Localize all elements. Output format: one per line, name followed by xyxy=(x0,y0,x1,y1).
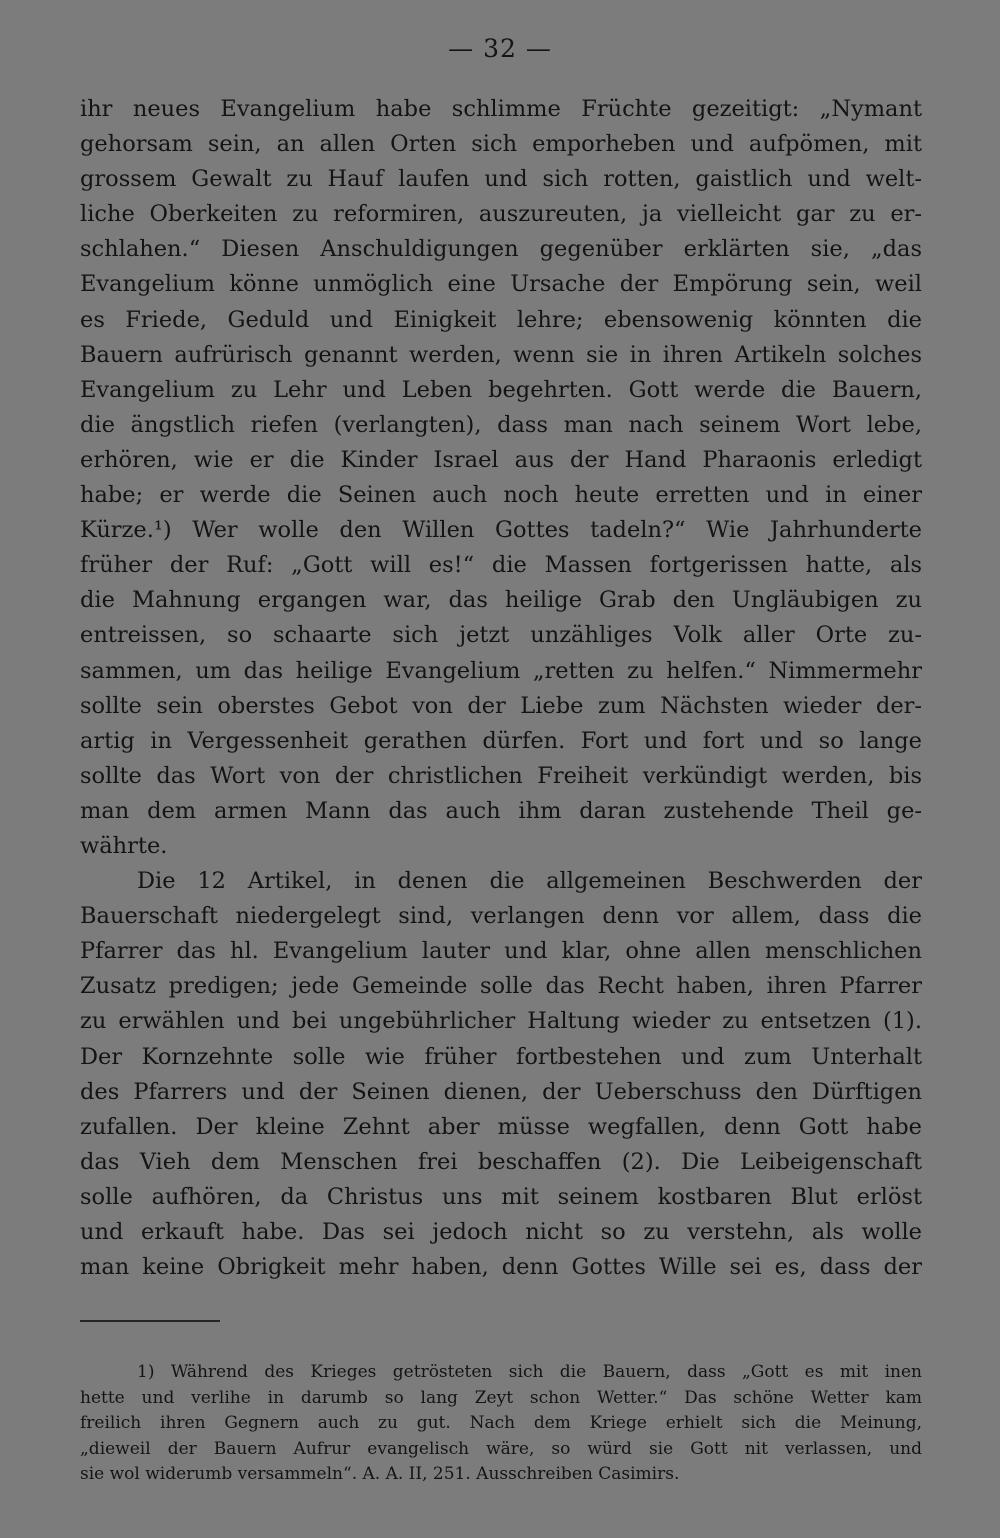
body-line: des Pfarrers und der Seinen dienen, der Ueberschuss den Dürftigen xyxy=(80,1078,922,1105)
body-line: entreissen, so schaarte sich jetzt unzähliges Volk aller Orte zu- xyxy=(80,622,922,649)
body-text xyxy=(80,92,922,1285)
body-line: man dem armen Mann das auch ihm daran zustehende Theil ge- xyxy=(80,797,922,824)
body-line: habe; er werde die Seinen auch noch heute erretten und in einer xyxy=(80,482,922,509)
body-line: Evangelium könne unmöglich eine Ursache der Empörung sein, weil xyxy=(80,271,922,298)
paragraph-start-line: Die 12 Artikel, in denen die allgemeinen Beschwerden der xyxy=(137,868,922,895)
body-line: das Vieh dem Menschen frei beschaffen (2). Die Leibeigenschaft xyxy=(80,1148,922,1175)
body-line: Evangelium zu Lehr und Leben begehrten. Gott werde die Bauern, xyxy=(80,376,922,403)
body-line: artig in Vergessenheit gerathen dürfen. Fort und fort und so lange xyxy=(80,727,922,754)
body-line: gehorsam sein, an allen Orten sich emporheben und aufpömen, mit xyxy=(80,131,922,158)
body-line: sollte sein oberstes Gebot von der Liebe zum Nächsten wieder der- xyxy=(80,692,922,719)
footnote-separator xyxy=(80,1320,220,1322)
body-line: Bauerschaft niedergelegt sind, verlangen denn vor allem, dass die xyxy=(80,903,922,930)
body-line: währte. xyxy=(80,832,168,859)
body-line: sammen, um das heilige Evangelium „retten zu helfen.“ Nimmermehr xyxy=(80,657,922,684)
body-line: Der Kornzehnte solle wie früher fortbestehen und zum Unterhalt xyxy=(80,1043,922,1070)
body-line: es Friede, Geduld und Einigkeit lehre; ebensowenig könnten die xyxy=(80,306,922,333)
body-line: Kürze.¹) Wer wolle den Willen Gottes tadeln?“ Wie Jahrhunderte xyxy=(80,517,922,544)
body-line: die ängstlich riefen (verlangten), dass man nach seinem Wort lebe, xyxy=(80,411,922,438)
body-line: liche Oberkeiten zu reformiren, auszureuten, ja vielleicht gar zu er- xyxy=(80,201,922,228)
footnote-line: sie wol widerumb versammeln“. A. A. II, 251. Ausschreiben Casimirs. xyxy=(80,1464,680,1484)
body-line: erhören, wie er die Kinder Israel aus der Hand Pharaonis erledigt xyxy=(80,446,922,473)
body-line: früher der Ruf: „Gott will es!“ die Massen fortgerissen hatte, als xyxy=(80,552,922,579)
footnote-line: „dieweil der Bauern Aufrur evangelisch wäre, so würd sie Gott nit verlassen, und xyxy=(80,1438,922,1459)
body-line: und erkauft habe. Das sei jedoch nicht so zu verstehn, als wolle xyxy=(80,1219,922,1245)
body-line: zu erwählen und bei ungebührlicher Haltung wieder zu entsetzen (1). xyxy=(80,1008,922,1035)
body-line: zufallen. Der kleine Zehnt aber müsse wegfallen, denn Gott habe xyxy=(80,1113,922,1140)
footnote-line: hette und verlihe in darumb so lang Zeyt schon Wetter.“ Das schöne Wetter kam xyxy=(80,1387,922,1408)
body-line: sollte das Wort von der christlichen Freiheit verkündigt werden, bis xyxy=(80,762,922,789)
body-line: Zusatz predigen; jede Gemeinde solle das Recht haben, ihren Pfarrer xyxy=(80,973,922,1000)
footnotes xyxy=(80,1360,922,1488)
body-line: die Mahnung ergangen war, das heilige Grab den Ungläubigen zu xyxy=(80,587,922,614)
body-line: Pfarrer das hl. Evangelium lauter und klar, ohne allen menschlichen xyxy=(80,938,922,965)
body-line: ihr neues Evangelium habe schlimme Früchte gezeitigt: „Nymant xyxy=(80,96,922,122)
footnote-line: freilich ihren Gegnern auch zu gut. Nach dem Kriege erhielt sich die Meinung, xyxy=(80,1413,922,1433)
body-line: man keine Obrigkeit mehr haben, denn Gottes Wille sei es, dass der xyxy=(80,1254,922,1281)
footnote-line: 1) Während des Krieges getrösteten sich die Bauern, dass „Gott es mit inen xyxy=(137,1362,922,1382)
body-line: grossem Gewalt zu Hauf laufen und sich rotten, gaistlich und welt- xyxy=(80,166,922,193)
body-line: Bauern aufrürisch genannt werden, wenn sie in ihren Artikeln solches xyxy=(80,341,922,368)
body-line: solle aufhören, da Christus uns mit seinem kostbaren Blut erlöst xyxy=(80,1183,922,1210)
page-number: — 32 — xyxy=(448,34,552,63)
body-line: schlahen.“ Diesen Anschuldigungen gegenüber erklärten sie, „das xyxy=(80,236,922,263)
